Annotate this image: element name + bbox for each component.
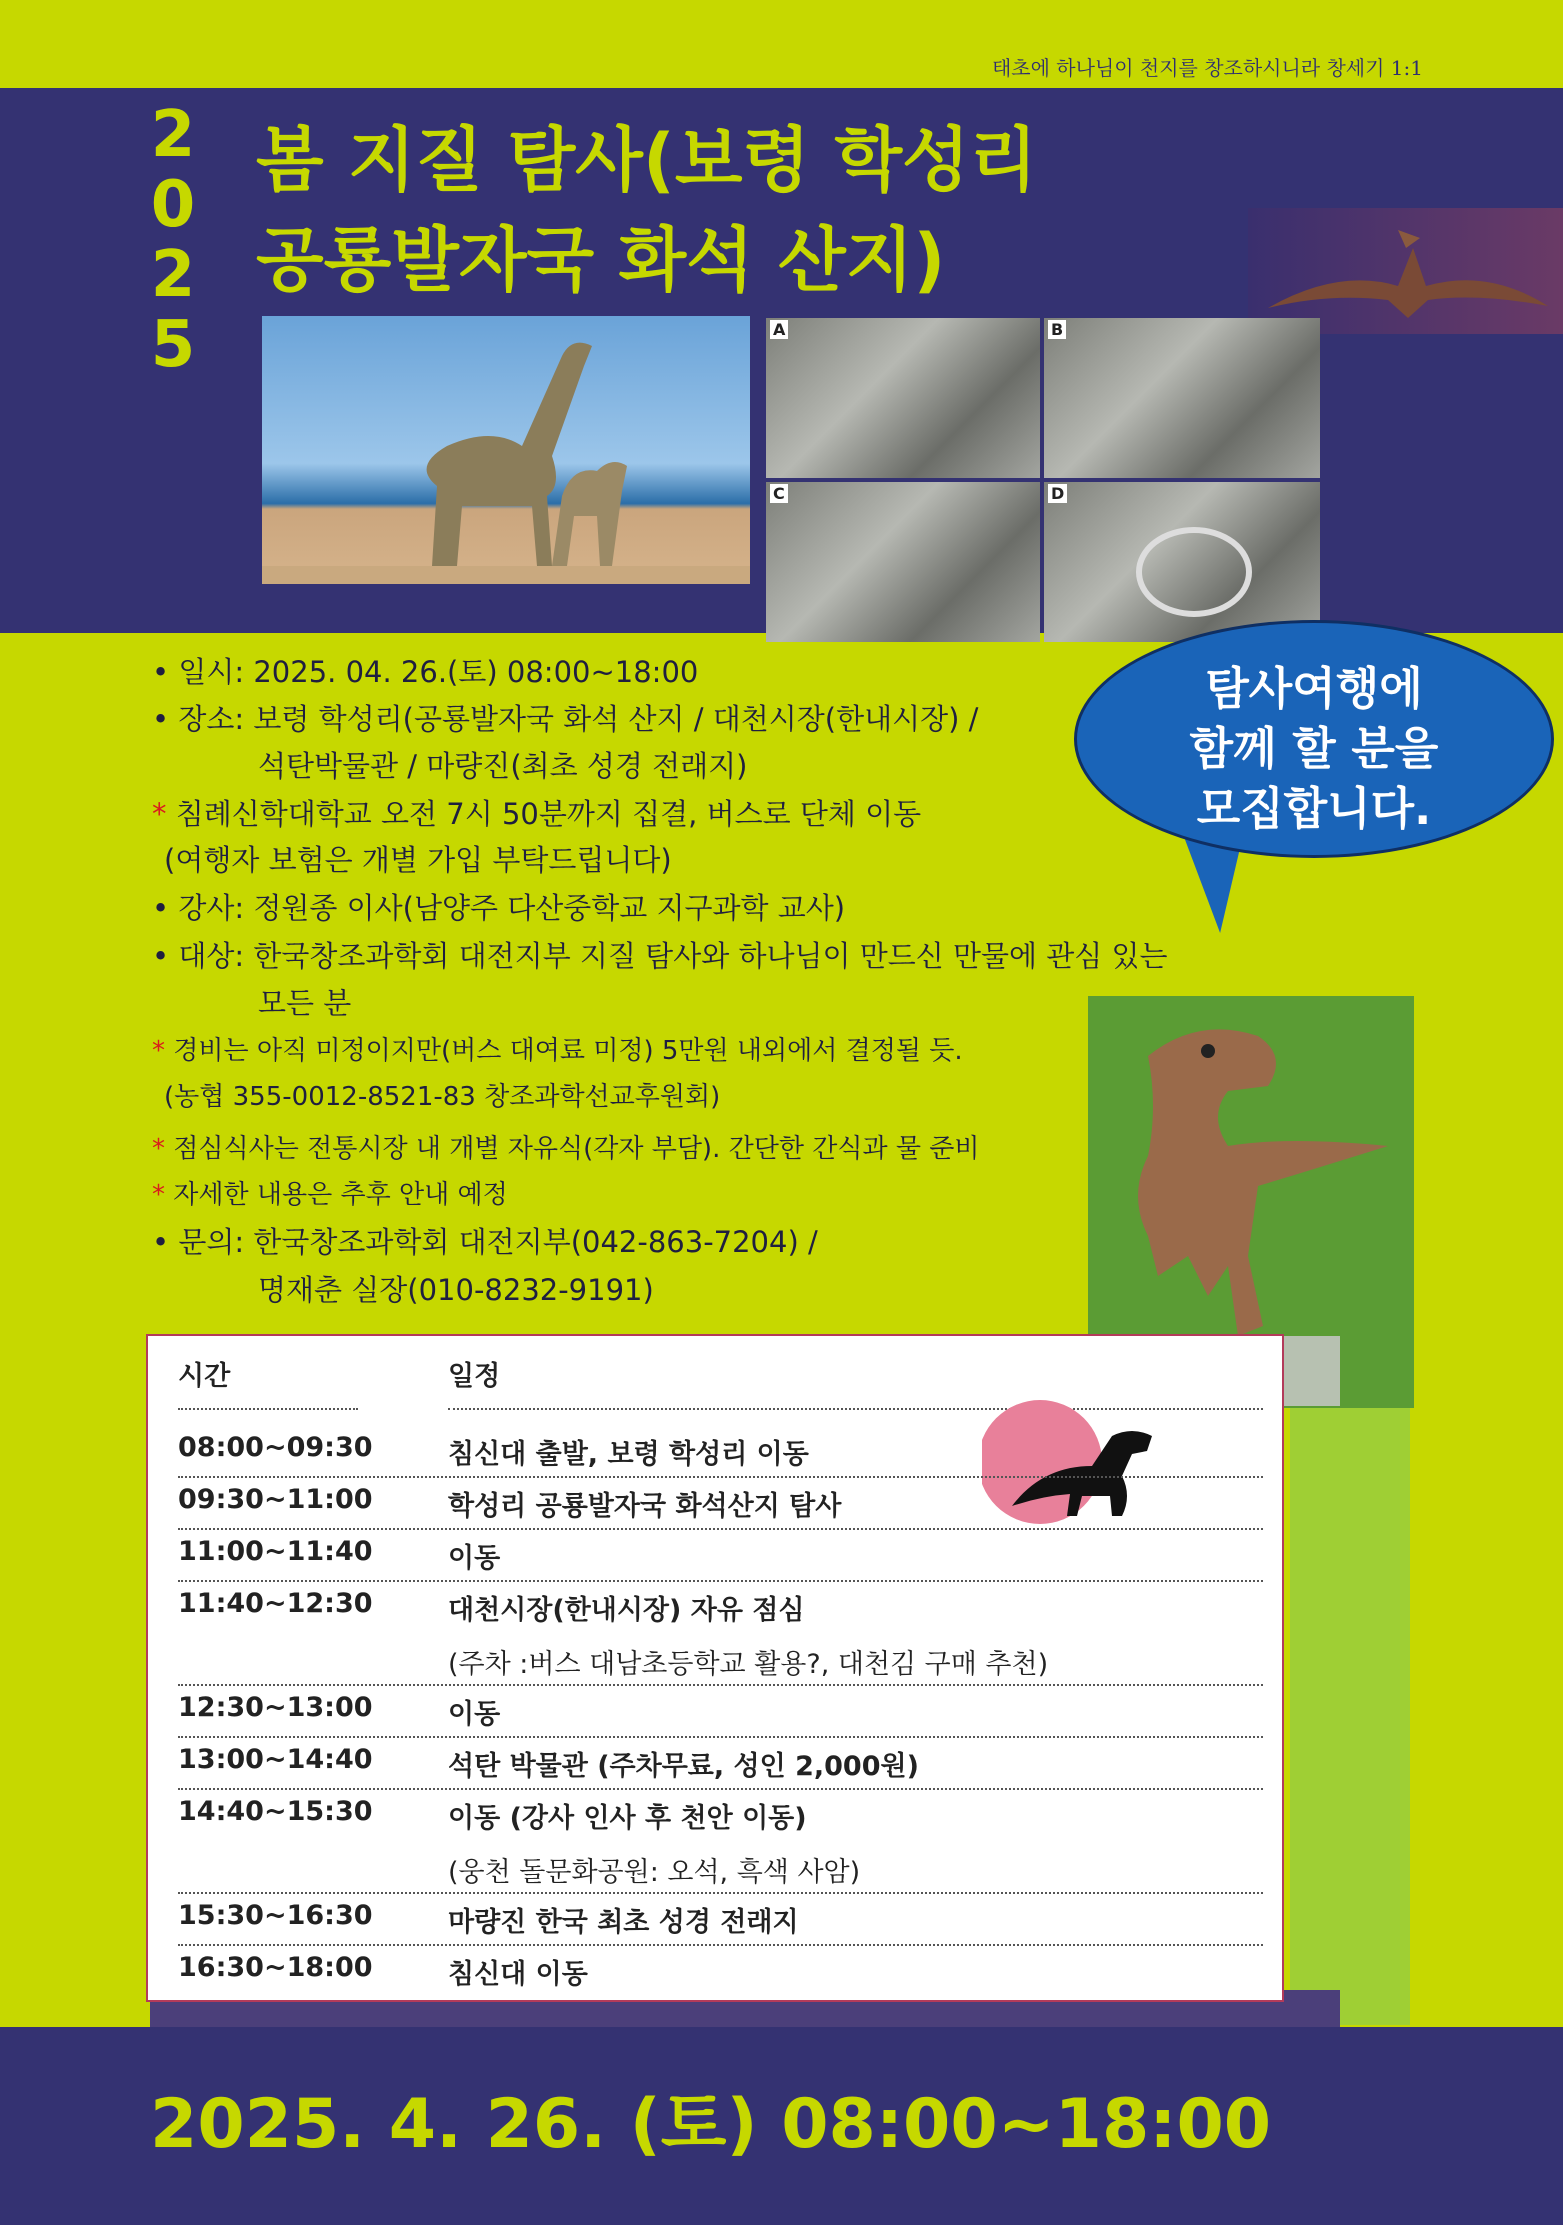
info-note-cost [152,1030,963,1067]
row-divider [178,1684,1263,1686]
info-contact-cont: 명재춘 실장(010-8232-9191) [258,1273,654,1307]
row-divider [178,1580,1263,1582]
schedule-table [146,1334,1284,2002]
info-place-cont: 석탄박물관 / 마량진(최초 성경 전래지) [258,749,748,783]
row-subnote: (웅천 돌문화공원: 오석, 흑색 사암) [448,1857,861,1888]
info-target: • 대상: 한국창조과학회 대전지부 지질 탐사와 하나님이 만드신 만물에 관심 있는 [152,939,1168,973]
footprint-photo-d [1044,482,1320,642]
info-target-cont: 모든 분 [258,986,352,1020]
bible-verse: 태초에 하나님이 천지를 창조하시니라 창세기 1:1 [991,56,1423,80]
info-date: • 일시: 2025. 04. 26.(토) 08:00~18:00 [152,655,699,689]
row-activity: 침신대 이동 [448,1959,588,1990]
year-digit: 2 [150,238,196,312]
row-time: 16:30~18:00 [178,1952,373,1983]
row-activity: 침신대 출발, 보령 학성리 이동 [448,1439,809,1470]
year-digit: 5 [150,308,196,382]
row-activity: 학성리 공룡발자국 화석산지 탐사 [448,1491,842,1522]
row-activity: 이동 [448,1699,501,1730]
recruit-speech-bubble [1074,620,1554,858]
row-subnote: (주차 :버스 대남초등학교 활용?, 대천김 구매 추천) [448,1649,1049,1680]
panel-label: C [770,484,788,503]
row-divider [178,1408,358,1410]
row-time: 09:30~11:00 [178,1484,373,1515]
row-time: 12:30~13:00 [178,1692,373,1723]
info-note-gathering [152,792,921,833]
pterosaur-image [1248,208,1563,334]
info-note-details [152,1174,508,1211]
footprint-photo-b [1044,318,1320,478]
info-note-insurance: (여행자 보험은 개별 가입 부탁드립니다) [164,843,672,877]
schedule-header-time: 시간 [178,1361,231,1392]
asterisk: * [152,797,167,831]
footprint-photo-a [766,318,1040,478]
row-divider [178,1788,1263,1790]
row-time: 11:40~12:30 [178,1588,373,1619]
row-time: 15:30~16:30 [178,1900,373,1931]
row-divider [178,1476,1263,1478]
panel-label: D [1048,484,1067,503]
poster-title [256,110,1037,310]
year-digit: 2 [150,98,196,172]
asterisk: * [152,1036,165,1066]
accent-green-strip [1290,1340,1410,2025]
row-activity: 이동 (강사 인사 후 천안 이동) [448,1803,807,1834]
row-time: 11:00~11:40 [178,1536,373,1567]
note-text: 자세한 내용은 추후 안내 예정 [173,1180,508,1210]
schedule-header-item: 일정 [448,1361,501,1392]
info-lecturer: • 강사: 정원종 이사(남양주 다산중학교 지구과학 교사) [152,891,846,925]
note-text: 경비는 아직 미정이지만(버스 대여료 미정) 5만원 내외에서 결정될 듯. [173,1036,963,1066]
asterisk: * [152,1134,165,1164]
info-note-account: (농협 355-0012-8521-83 창조과학선교후원회) [164,1082,721,1112]
trex-silhouette-icon [982,1396,1172,1526]
row-divider [178,1736,1263,1738]
row-divider [178,1528,1263,1530]
info-note-lunch [152,1128,979,1165]
title-line-1: 봄 지질 탐사(보령 학성리 [256,119,1038,201]
row-time: 13:00~14:40 [178,1744,373,1775]
panel-label: A [770,320,788,339]
info-contact: • 문의: 한국창조과학회 대전지부(042-863-7204) / [152,1225,818,1259]
note-text: 점심식사는 전통시장 내 개별 자유식(각자 부담). 간단한 간식과 물 준비 [173,1134,980,1164]
dinosaur-statue-photo [262,316,750,584]
row-activity: 마량진 한국 최초 성경 전래지 [448,1907,799,1938]
bubble-line-2: 함께 할 분을 [1189,722,1439,775]
asterisk: * [152,1180,165,1210]
footprint-photo-c [766,482,1040,642]
row-activity: 석탄 박물관 (주차무료, 성인 2,000원) [448,1751,919,1782]
sauropod-statue-icon [262,316,750,584]
pterosaur-icon [1248,208,1563,334]
bubble-line-1: 탐사여행에 [1205,662,1423,715]
title-line-2: 공룡발자국 화석 산지) [256,219,946,301]
panel-label: B [1048,320,1066,339]
bubble-line-3: 모집합니다. [1196,782,1432,835]
row-activity: 이동 [448,1543,501,1574]
note-text: 침례신학대학교 오전 7시 50분까지 집결, 버스로 단체 이동 [175,797,922,831]
vertical-year [128,100,218,380]
info-place: • 장소: 보령 학성리(공룡발자국 화석 산지 / 대천시장(한내시장) / [152,702,979,736]
year-digit: 0 [150,168,196,242]
row-activity: 대천시장(한내시장) 자유 점심 [448,1595,805,1626]
footer-event-date: 2025. 4. 26. (토) 08:00~18:00 [150,2085,1272,2164]
row-time: 08:00~09:30 [178,1432,373,1463]
footprint-icon [1044,482,1320,642]
row-divider [178,1944,1263,1946]
row-divider [178,1892,1263,1894]
row-time: 14:40~15:30 [178,1796,373,1827]
